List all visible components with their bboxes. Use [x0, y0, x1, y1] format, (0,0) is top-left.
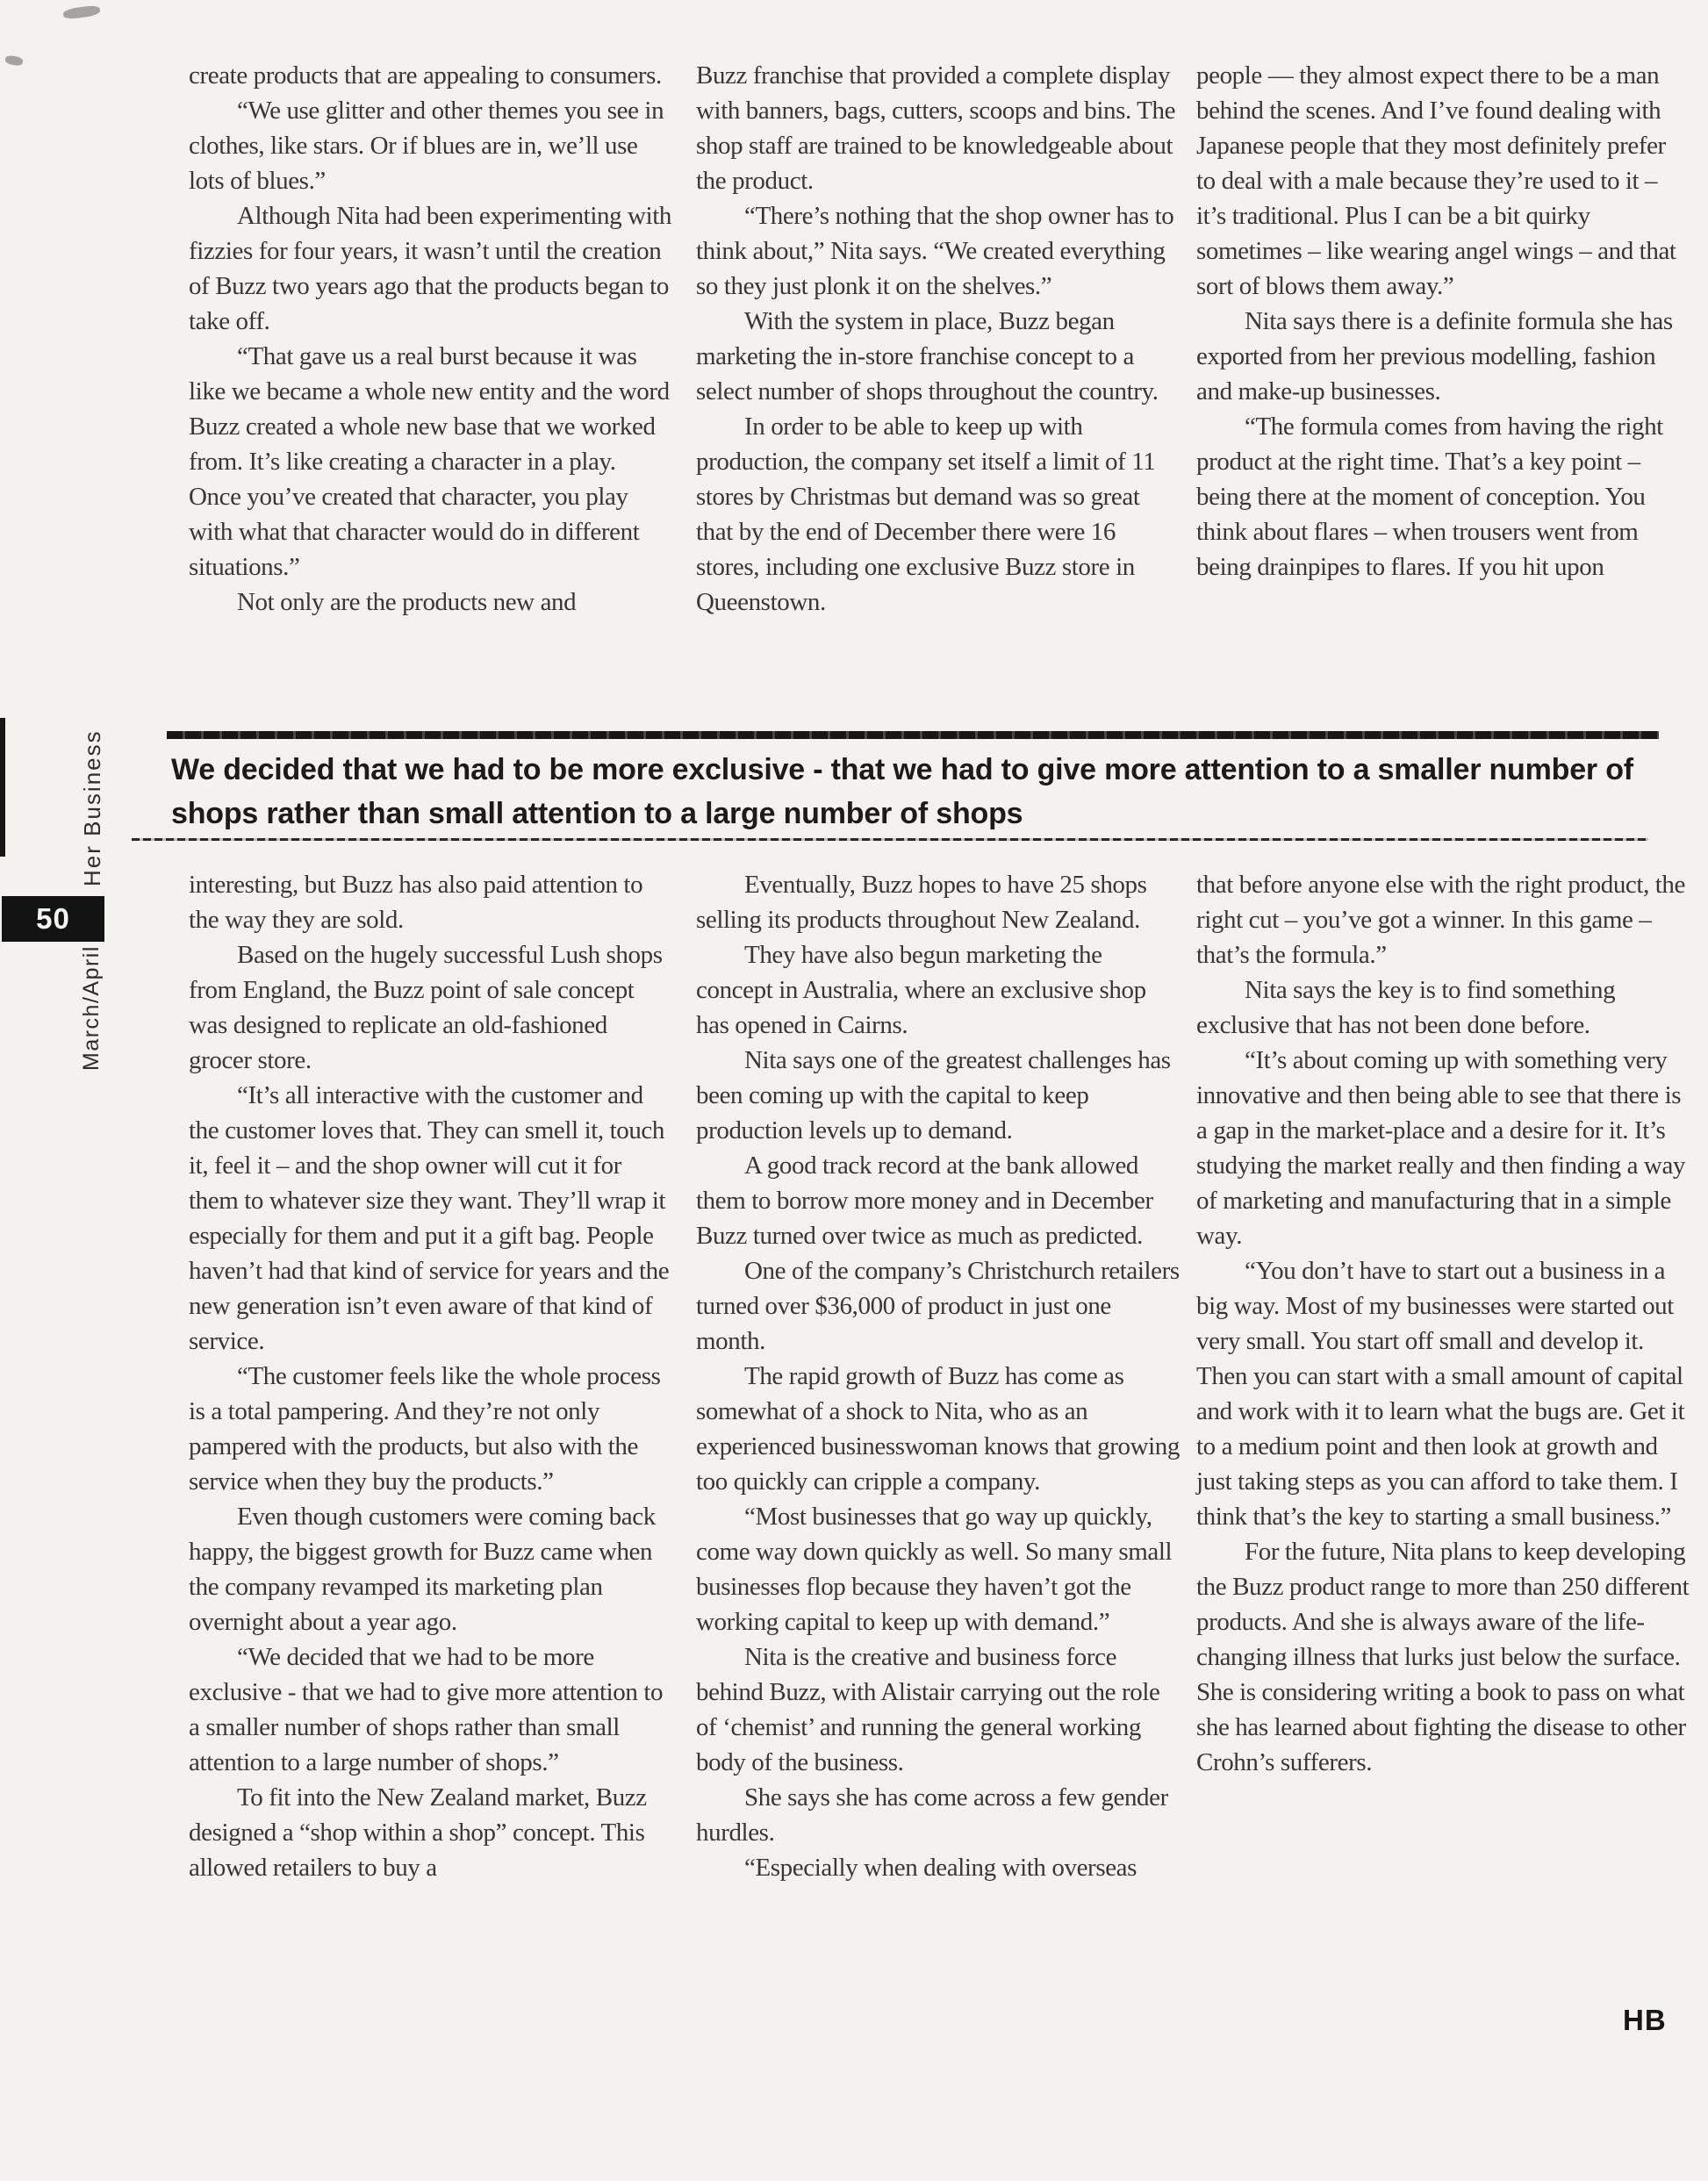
- magazine-title-vertical: Her Business: [79, 729, 105, 886]
- article-column-top-1: [189, 58, 673, 712]
- paragraph: Not only are the products new and: [237, 588, 577, 616]
- paragraph: “It’s all interactive with the customer and the customer loves that. They can smell it, touch it, feel it – and the shop owner will cut it for them to whatever size they want. They’ll wrap it especially for them and put it a gift bag. People haven’t had that kind of service for years and the new generation isn’t even aware of that kind of service.: [189, 1081, 670, 1355]
- paragraph: Eventually, Buzz hopes to have 25 shops selling its products throughout New Zealand.: [696, 871, 1147, 934]
- paragraph: They have also begun marketing the concept in Australia, where an exclusive shop has opened in Cairns.: [696, 941, 1146, 1039]
- paragraph: Nita says one of the greatest challenges has been coming up with the capital to keep production levels up to demand.: [696, 1046, 1171, 1144]
- pull-quote-rule-top: [167, 731, 1659, 739]
- paragraph: Nita says the key is to find something exclusive that has not been done before.: [1196, 976, 1616, 1039]
- paragraph: Nita says there is a definite formula she has exported from her previous modelling, fashion and make-up businesses.: [1196, 307, 1673, 405]
- paragraph: Based on the hugely successful Lush shops from England, the Buzz point of sale concept was designed to replicate an old-fashioned grocer store.: [189, 941, 663, 1074]
- paragraph: “The customer feels like the whole process is a total pampering. And they’re not only pampered with the products, but also with the service when they buy the products.”: [189, 1362, 661, 1496]
- paragraph: “The formula comes from having the right product at the right time. That’s a key point – being there at the moment of conception. You think about flares – when trousers went from being drainpipes to flares. If you hit upon: [1196, 413, 1663, 581]
- paragraph: With the system in place, Buzz began marketing the in-store franchise concept to a select number of shops throughout the country.: [696, 307, 1159, 405]
- pull-quote-rule-bottom: [132, 838, 1648, 841]
- article-column-bottom-1: [189, 867, 673, 2043]
- paragraph: “We use glitter and other themes you see in clothes, like stars. Or if blues are in, we’ll use lots of blues.”: [189, 97, 664, 195]
- paragraph: interesting, but Buzz has also paid attention to the way they are sold.: [189, 871, 643, 934]
- paragraph: For the future, Nita plans to keep developing the Buzz product range to more than 250 different products. And she is always aware of the life-changing illness that lurks just below the surface. She is considering writing a book to pass on what she has learned about fighting the disease to other Crohn’s sufferers.: [1196, 1538, 1690, 1776]
- page-number-badge: [2, 896, 104, 942]
- paragraph: She says she has come across a few gender hurdles.: [696, 1783, 1168, 1847]
- page-edge-mark: [0, 718, 5, 857]
- paragraph: “It’s about coming up with something very innovative and then being able to see that there is a gap in the market-place and a desire for it. It’s studying the market really and then finding a way of marketing and manufacturing that in a simple way.: [1196, 1046, 1686, 1250]
- paragraph: Nita is the creative and business force behind Buzz, with Alistair carrying out the role of ‘chemist’ and running the general working body of the business.: [696, 1643, 1160, 1776]
- paragraph: people — they almost expect there to be a man behind the scenes. And I’ve found dealing with Japanese people that they most definitely prefer to deal with a male because they’re used to it – it’s traditional. Plus I can be a bit quirky sometimes – like wearing angel wings – and that sort of blows them away.”: [1196, 61, 1676, 300]
- scan-speck: [62, 4, 100, 20]
- paragraph: To fit into the New Zealand market, Buzz designed a “shop within a shop” concept. This allowed retailers to buy a: [189, 1783, 647, 1882]
- paragraph: Buzz franchise that provided a complete display with banners, bags, cutters, scoops and bins. The shop staff are trained to be knowledgeable about the product.: [696, 61, 1176, 195]
- pull-quote: We decided that we had to be more exclusive - that we had to give more attention to a smaller number of shops rather than small attention to a large number of shops: [171, 753, 1633, 830]
- paragraph: Although Nita had been experimenting with fizzies for four years, it wasn’t until the creation of Buzz two years ago that the products began to take off.: [189, 202, 672, 335]
- article-column-bottom-2: [696, 867, 1181, 2043]
- article-column-top-2: [696, 58, 1181, 712]
- paragraph: “That gave us a real burst because it was like we became a whole new entity and the word Buzz created a whole new base that we worked from. It’s like creating a character in a play. Once you’ve created that character, you play with what that character would do in different situations.”: [189, 342, 670, 581]
- page-number: 50: [36, 902, 70, 935]
- paragraph: “Most businesses that go way up quickly, come way down quickly as well. So many small businesses flop because they haven’t got the working capital to keep up with demand.”: [696, 1503, 1173, 1636]
- paragraph: A good track record at the bank allowed them to borrow more money and in December Buzz turned over twice as much as predicted.: [696, 1151, 1153, 1250]
- paragraph: One of the company’s Christchurch retailers turned over $36,000 of product in just one month.: [696, 1257, 1180, 1355]
- paragraph: The rapid growth of Buzz has come as somewhat of a shock to Nita, who as an experienced businesswoman knows that growing too quickly can cripple a company.: [696, 1362, 1181, 1496]
- paragraph: “You don’t have to start out a business in a big way. Most of my businesses were started out very small. You start off small and develop it. Then you can start with a small amount of capital and work with it to learn what the bugs are. Get it to a medium point and then look at growth and just taking steps as you can afford to take them. I think that’s the key to starting a small business.”: [1196, 1257, 1685, 1531]
- scan-speck: [4, 54, 23, 66]
- article-column-top-3: [1196, 58, 1690, 712]
- paragraph: create products that are appealing to consumers.: [189, 61, 662, 90]
- article-column-bottom-3: [1196, 867, 1690, 2043]
- issue-date-vertical: March/April: [79, 945, 104, 1071]
- paragraph: that before anyone else with the right product, the right cut – you’ve got a winner. In this game – that’s the formula.”: [1196, 871, 1685, 969]
- paragraph: “There’s nothing that the shop owner has to think about,” Nita says. “We created everything so they just plonk it on the shelves.”: [696, 202, 1174, 300]
- paragraph: “We decided that we had to be more exclusive - that we had to give more attention to a smaller number of shops rather than small attention to a large number of shops.”: [189, 1643, 664, 1776]
- paragraph: “Especially when dealing with overseas: [744, 1854, 1137, 1882]
- paragraph: In order to be able to keep up with production, the company set itself a limit of 11 stores by Christmas but demand was so great that by the end of December there were 16 stores, including one exclusive Buzz store in Queenstown.: [696, 413, 1156, 616]
- paragraph: Even though customers were coming back happy, the biggest growth for Buzz came when the company revamped its marketing plan overnight about a year ago.: [189, 1503, 656, 1636]
- end-of-article-marker: HB: [1623, 2004, 1667, 2036]
